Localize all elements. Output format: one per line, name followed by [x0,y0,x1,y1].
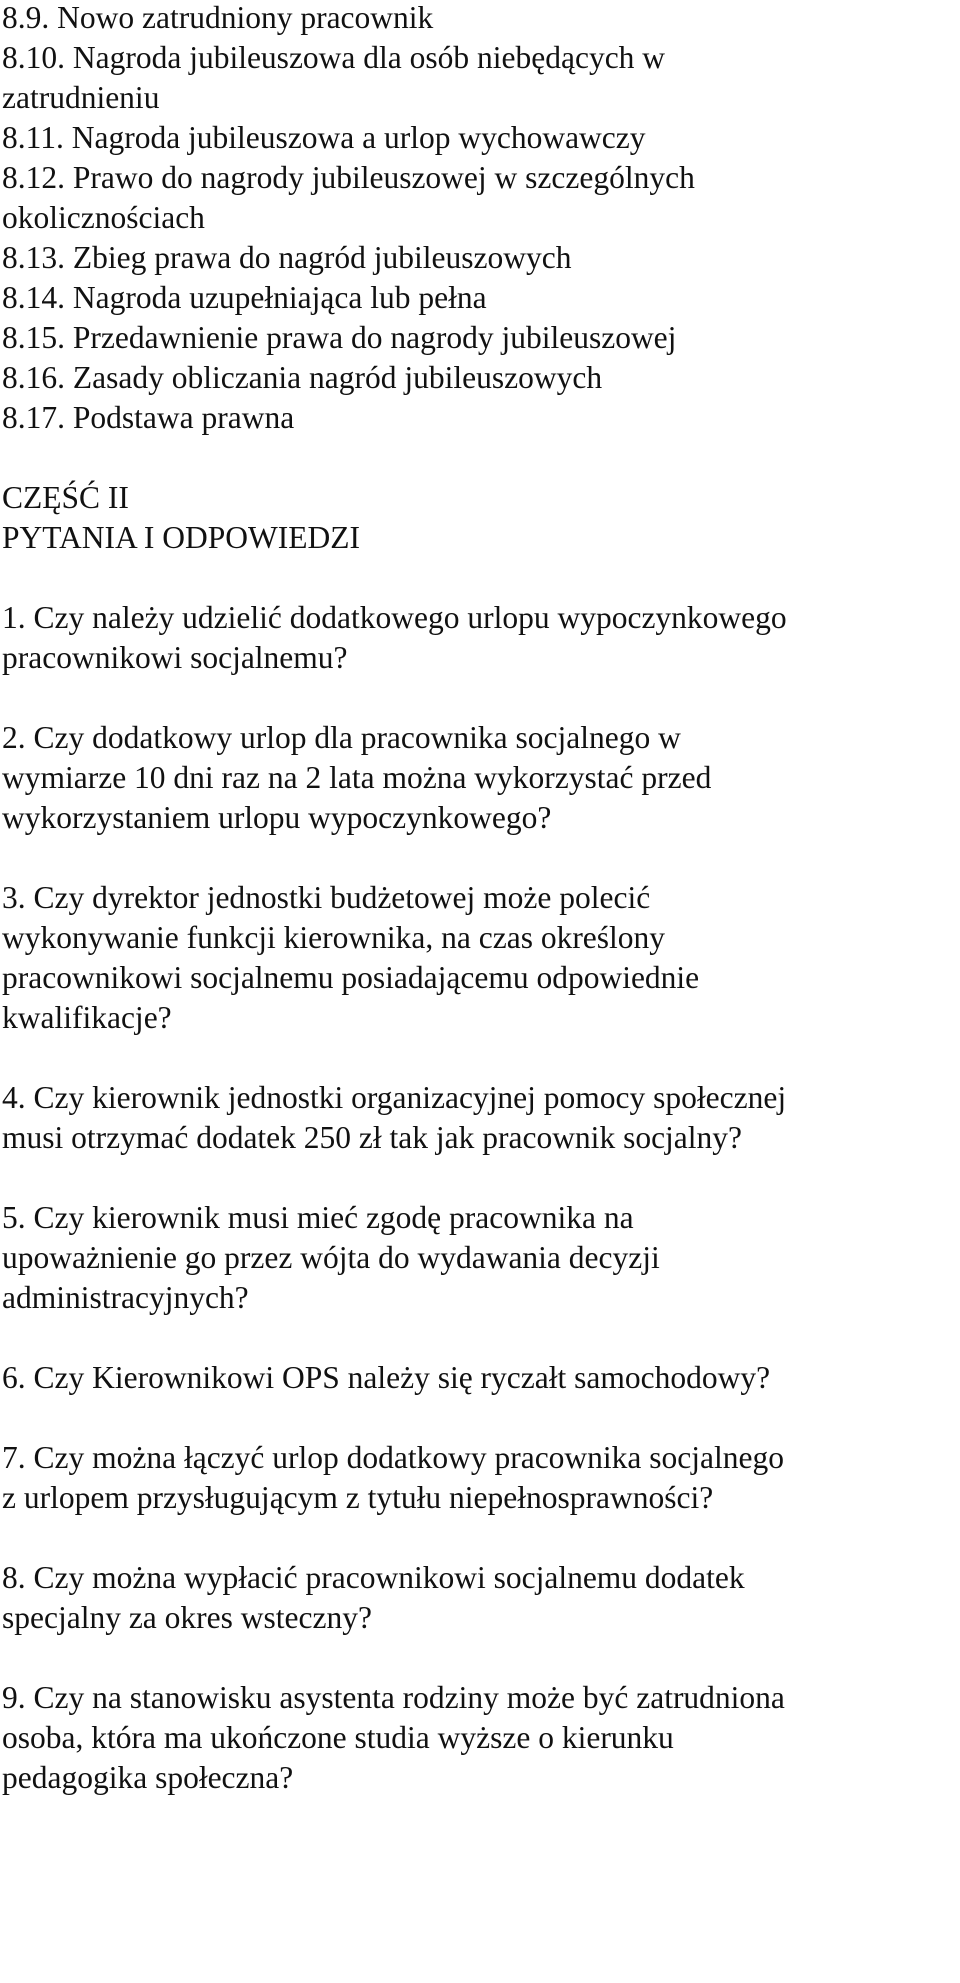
question-3-cont-2 [2,958,699,998]
question-text-cont: upoważnienie go przez wójta do wydawania decyzji [2,1240,660,1275]
toc-entry-8-15 [2,318,676,358]
question-text: Czy można łączyć urlop dodatkowy pracownika socjalnego [33,1440,784,1475]
toc-entry-8-10 [2,38,665,78]
question-7 [2,1438,784,1478]
question-1 [2,598,787,638]
toc-entry-8-13 [2,238,571,278]
question-text: Czy dodatkowy urlop dla pracownika socjalnego w [33,720,681,755]
toc-number: 8.16. [2,360,65,395]
question-text-cont: osoba, która ma ukończone studia wyższe o kierunku [2,1720,674,1755]
question-number: 3. [2,880,26,915]
question-9-cont-1 [2,1718,674,1758]
toc-entry-8-16 [2,358,602,398]
toc-entry-8-14 [2,278,487,318]
question-text: Czy Kierownikowi OPS należy się ryczałt samochodowy? [33,1360,771,1395]
question-number: 6. [2,1360,26,1395]
toc-number: 8.10. [2,40,65,75]
question-7-cont [2,1478,713,1518]
toc-entry-8-10-cont [2,78,159,118]
toc-title-cont: zatrudnieniu [2,80,160,115]
question-text: Czy kierownik jednostki organizacyjnej pomocy społecznej [33,1080,787,1115]
question-text: Czy należy udzielić dodatkowego urlopu wypoczynkowego [33,600,787,635]
toc-entry-8-12-cont [2,198,205,238]
question-9-cont-2 [2,1758,293,1798]
question-5 [2,1198,634,1238]
question-number: 1. [2,600,26,635]
question-number: 2. [2,720,26,755]
toc-title: Nagroda jubileuszowa dla osób niebędących w [72,40,666,75]
question-text-cont: pracownikowi socjalnemu? [2,640,348,675]
question-text: Czy można wypłacić pracownikowi socjalnemu dodatek [33,1560,745,1595]
question-number: 9. [2,1680,26,1715]
toc-title: Nagroda jubileuszowa a urlop wychowawczy [71,120,646,155]
toc-title: Przedawnienie prawa do nagrody jubileuszowej [72,320,677,355]
question-3-cont-1 [2,918,665,958]
question-text: Czy kierownik musi mieć zgodę pracownika na [33,1200,634,1235]
question-text-cont: wykonywanie funkcji kierownika, na czas określony [2,920,666,955]
toc-title-cont: okolicznościach [2,200,205,235]
question-text-cont: wykorzystaniem urlopu wypoczynkowego? [2,800,552,835]
question-text-cont: z urlopem przysługującym z tytułu niepełnosprawności? [2,1480,714,1515]
question-3 [2,878,650,918]
toc-title: Nowo zatrudniony pracownik [57,0,434,35]
question-2 [2,718,681,758]
question-text-cont: wymiarze 10 dni raz na 2 lata można wykorzystać przed [2,760,712,795]
question-text-cont: kwalifikacje? [2,1000,172,1035]
question-number: 7. [2,1440,26,1475]
question-text-cont: musi otrzymać dodatek 250 zł tak jak pracownik socjalny? [2,1120,743,1155]
question-number: 5. [2,1200,26,1235]
toc-number: 8.12. [2,160,65,195]
question-1-cont [2,638,348,678]
question-4-cont [2,1118,742,1158]
toc-title: Podstawa prawna [72,400,295,435]
toc-entry-8-12 [2,158,695,198]
question-number: 4. [2,1080,26,1115]
question-4 [2,1078,786,1118]
question-8 [2,1558,745,1598]
question-text-cont: pracownikowi socjalnemu posiadającemu odpowiednie [2,960,700,995]
toc-title: Zasady obliczania nagród jubileuszowych [72,360,603,395]
toc-number: 8.14. [2,280,65,315]
toc-number: 8.9. [2,0,50,35]
toc-number: 8.13. [2,240,65,275]
toc-number: 8.11. [2,120,64,155]
question-6 [2,1358,770,1398]
question-2-cont-2 [2,798,551,838]
question-text-cont: specjalny za okres wsteczny? [2,1600,372,1635]
part-label: CZĘŚĆ II [2,480,129,515]
question-8-cont [2,1598,372,1638]
question-number: 8. [2,1560,26,1595]
part-title: PYTANIA I ODPOWIEDZI [2,520,360,555]
question-text-cont: pedagogika społeczna? [2,1760,294,1795]
question-9 [2,1678,785,1718]
toc-entry-8-17 [2,398,294,438]
question-5-cont-2 [2,1278,249,1318]
toc-entry-8-11 [2,118,646,158]
question-text-cont: administracyjnych? [2,1280,249,1315]
question-2-cont-1 [2,758,711,798]
question-3-cont-3 [2,998,172,1038]
question-5-cont-1 [2,1238,660,1278]
toc-entry-8-9 [2,0,433,38]
toc-number: 8.15. [2,320,65,355]
toc-title: Zbieg prawa do nagród jubileuszowych [72,240,572,275]
question-text: Czy dyrektor jednostki budżetowej może polecić [33,880,651,915]
toc-number: 8.17. [2,400,65,435]
question-text: Czy na stanowisku asystenta rodziny może być zatrudniona [33,1680,785,1715]
toc-title: Nagroda uzupełniająca lub pełna [72,280,487,315]
toc-title: Prawo do nagrody jubileuszowej w szczególnych [72,160,695,195]
